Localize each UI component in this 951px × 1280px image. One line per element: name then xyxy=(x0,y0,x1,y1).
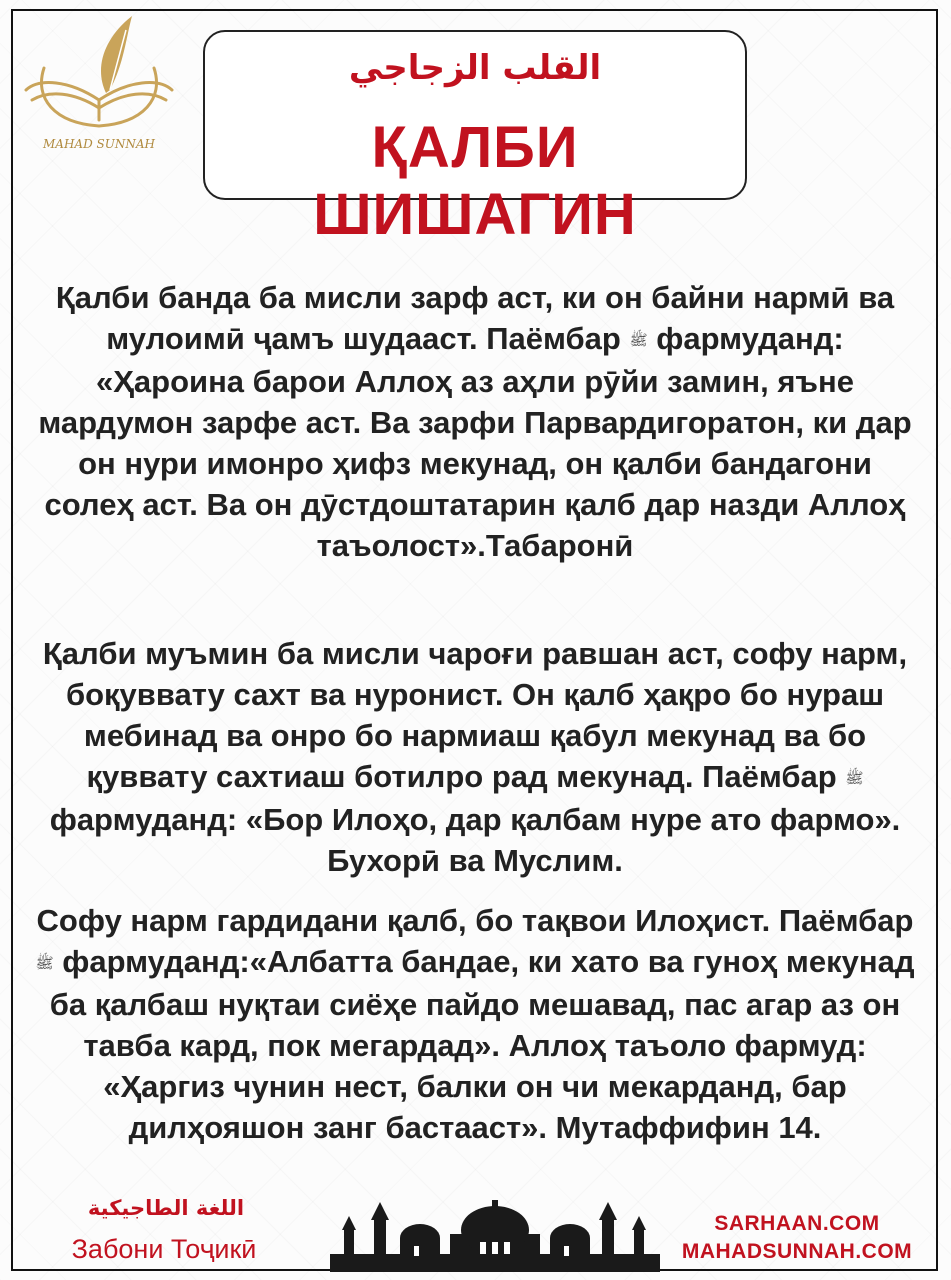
footer-language-arabic: اللغة الطاجيكية xyxy=(87,1196,245,1220)
salawat-glyph: ﷺ xyxy=(845,769,864,788)
paragraph-1-text-b: фармуданд: «Ҳароина барои Аллоҳ аз аҳли рӯйи замин, яъне мардумон зарфе аст. Ва зарфи Парвардигоратон, ки дар он нури имонро ҳифз мекунад, он қалби бандагони солеҳ аст. Ва он дӯстдоштатарин қалб дар назди Аллоҳ таъолост».Табаронӣ xyxy=(38,321,912,564)
footer-language: Забони Тоҷикӣ xyxy=(71,1234,257,1264)
paragraph-3-text-a: Софу нарм гардидани қалб, бо тақвои Илоҳист. Паёмбар xyxy=(36,903,914,938)
paragraph-3 xyxy=(30,900,920,1148)
title-arabic: القلب الزجاجي xyxy=(348,48,602,88)
footer-url-sarhaan[interactable]: SARHAAN.COM xyxy=(714,1212,880,1235)
paragraph-1 xyxy=(30,277,920,566)
page-title: ҚАЛБИ ШИШАГИН xyxy=(313,115,637,247)
title-box xyxy=(203,30,747,247)
mosque-silhouette-icon xyxy=(330,1194,660,1272)
mahad-sunnah-logo xyxy=(14,8,184,158)
svg-text:MAHAD SUNNAH: MAHAD SUNNAH xyxy=(43,137,155,151)
paragraph-2-text-b: фармуданд: «Бор Илоҳо, дар қалбам нуре ато фармо». Бухорӣ ва Муслим. xyxy=(49,802,901,879)
paragraph-3-text-b: фармуданд:«Албатта бандае, ки хато ва гуноҳ мекунад ба қалбаш нуқтаи сиёҳе пайдо мешавад, пас агар аз он тавба кард, пок мегардад». Аллоҳ таъоло фармуд: «Ҳаргиз чунин нест, балки он чи мекарданд, бар дилҳояшон занг бастааст». Мутаффифин 14. xyxy=(49,944,915,1146)
salawat-glyph: ﷺ xyxy=(629,331,648,350)
salawat-glyph: ﷺ xyxy=(35,954,54,973)
paragraph-1-text-a: Қалби банда ба мисли зарф аст, ки он байни нармӣ ва мулоимӣ ҷамъ шудааст. Паёмбар xyxy=(55,280,895,356)
paragraph-2 xyxy=(30,633,920,881)
footer-url-mahadsunnah[interactable]: MAHADSUNNAH.COM xyxy=(681,1240,913,1263)
paragraph-2-text-a: Қалби муъмин ба мисли чароғи равшан аст, софу нарм, боқуввату сахт ва нуронист. Он қалб ҳақро бо нураш мебинад ва онро бо нармиаш қабул мекунад ва бо қуввату сахтиаш ботилро рад мекунад. Паёмбар xyxy=(42,636,908,794)
